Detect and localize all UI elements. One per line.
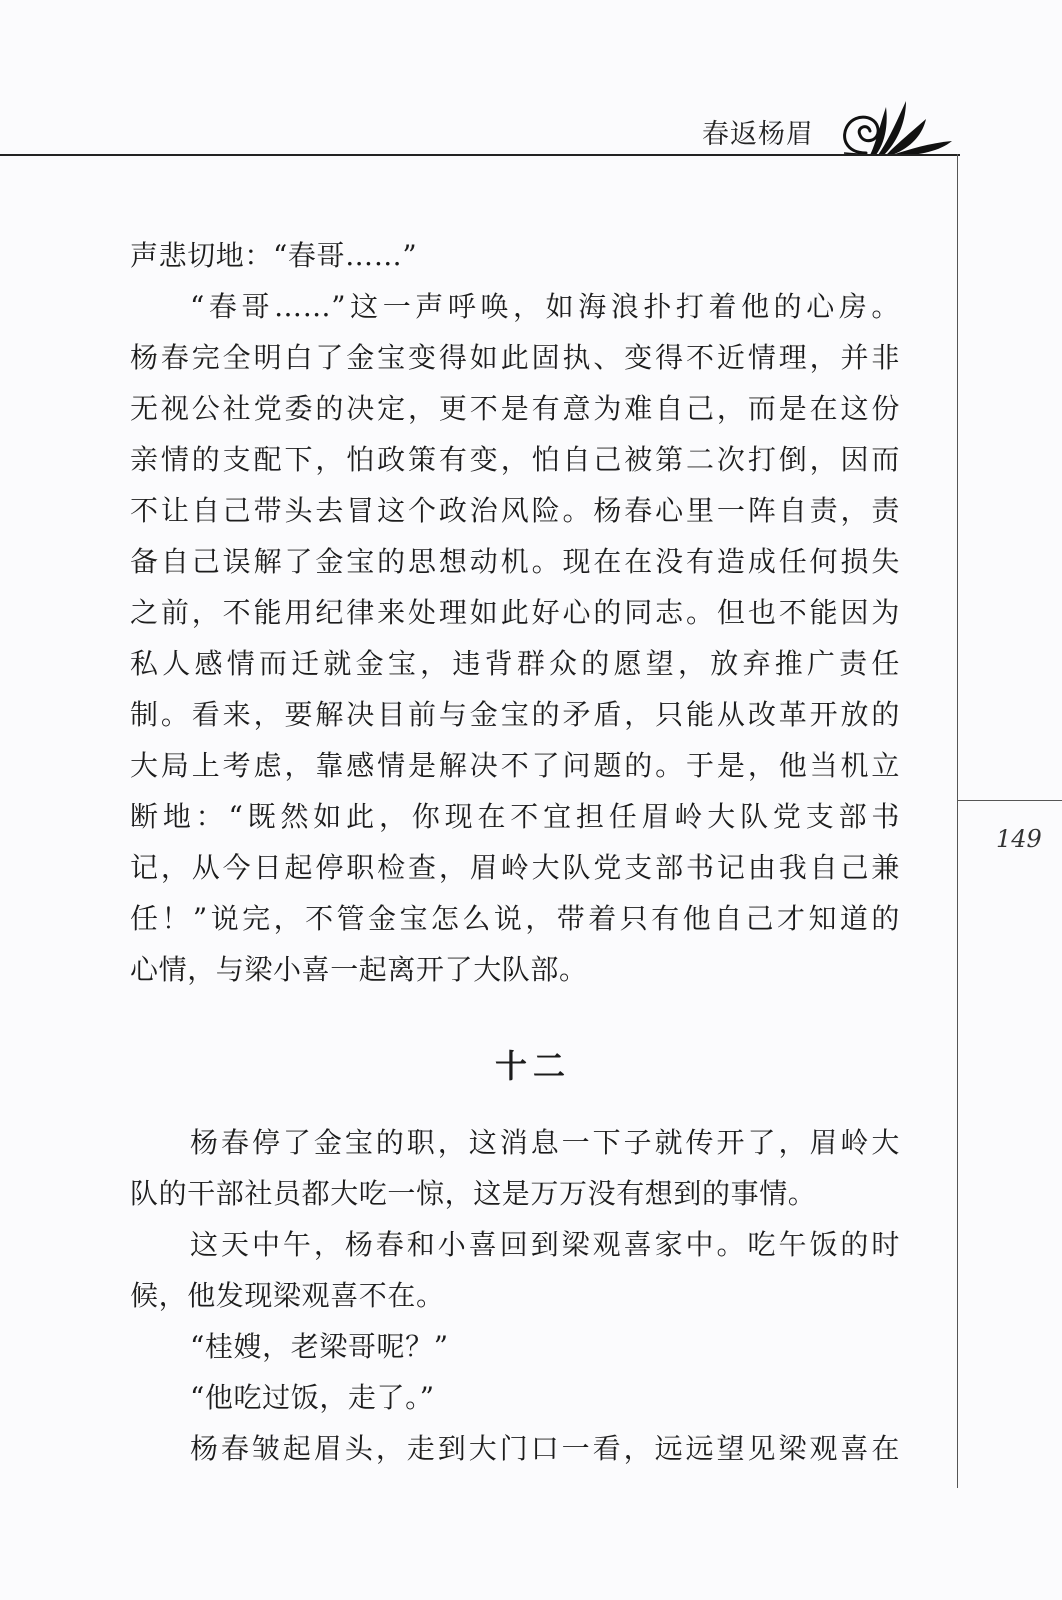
text-line: 之前，不能用纪律来处理如此好心的同志。但也不能因为 <box>130 596 900 629</box>
text-line: 亲情的支配下，怕政策有变，怕自己被第二次打倒，因而 <box>130 443 900 476</box>
running-header-title: 春返杨眉 <box>702 119 814 150</box>
text-line: 无视公社党委的决定，更不是有意为难自己，而是在这份 <box>130 392 900 425</box>
text-line: “桂嫂，老梁哥呢？” <box>190 1330 449 1363</box>
text-line: 任！”说完，不管金宝怎么说，带着只有他自己才知道的 <box>130 902 900 935</box>
text-line: 杨春皱起眉头，走到大门口一看，远远望见梁观喜在 <box>190 1432 900 1465</box>
text-line: “他吃过饭，走了。” <box>190 1381 435 1414</box>
margin-rule <box>957 154 958 1488</box>
text-line: 大局上考虑，靠感情是解决不了问题的。于是，他当机立 <box>130 749 900 782</box>
page-number-rule <box>957 800 1062 801</box>
text-line: 杨春完全明白了金宝变得如此固执、变得不近情理，并非 <box>130 341 900 374</box>
text-line: 备自己误解了金宝的思想动机。现在在没有造成任何损失 <box>130 545 900 578</box>
page-number: 149 <box>996 825 1042 853</box>
text-line: 候，他发现梁观喜不在。 <box>130 1279 445 1312</box>
text-line: 制。看来，要解决目前与金宝的矛盾，只能从改革开放的 <box>130 698 900 731</box>
flourish-ornament-icon <box>840 93 960 159</box>
text-line: 记，从今日起停职检查，眉岭大队党支部书记由我自己兼 <box>130 851 900 884</box>
text-line: 心情，与梁小喜一起离开了大队部。 <box>130 953 588 986</box>
text-line: 队的干部社员都大吃一惊，这是万万没有想到的事情。 <box>130 1177 817 1210</box>
text-line: 这天中午，杨春和小喜回到梁观喜家中。吃午饭的时 <box>190 1228 900 1261</box>
text-line: 断地：“既然如此，你现在不宜担任眉岭大队党支部书 <box>130 800 900 833</box>
section-heading: 十二 <box>494 1047 571 1085</box>
text-line: 杨春停了金宝的职，这消息一下子就传开了，眉岭大 <box>190 1126 900 1159</box>
body-text <box>130 230 900 1474</box>
text-line: 声悲切地：“春哥……” <box>130 239 418 272</box>
header-rule <box>0 154 960 156</box>
text-line: 私人感情而迁就金宝，违背群众的愿望，放弃推广责任 <box>130 647 900 680</box>
text-line: 不让自己带头去冒这个政治风险。杨春心里一阵自责，责 <box>130 494 900 527</box>
text-line: “春哥……”这一声呼唤，如海浪扑打着他的心房。 <box>190 290 900 323</box>
